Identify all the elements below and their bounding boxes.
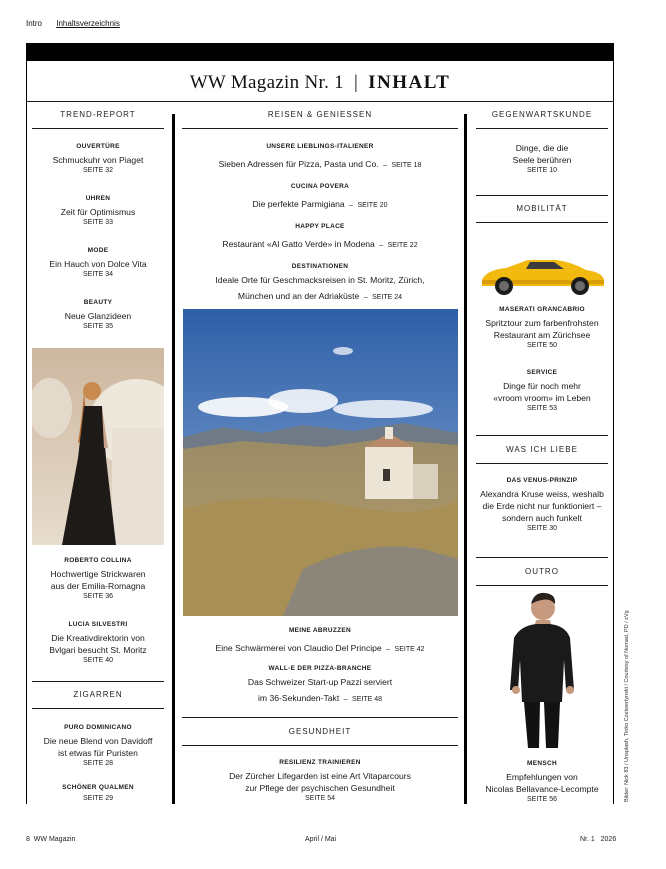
toc-entry[interactable]: SERVICE Dinge für noch mehr «vroom vroom» im Leben SEITE 53 bbox=[493, 369, 591, 412]
middle-heading-rule bbox=[182, 128, 458, 129]
toc-entry[interactable]: LUCIA SILVESTRI Die Kreativdirektorin von Bvlgari besucht St. Moritz SEITE 40 bbox=[49, 621, 147, 664]
toc-entry[interactable]: WALL-E DER PIZZA-BRANCHE Das Schweizer Start-up Pazzi serviert im 36-Sekunden-Takt – SEITE 48 bbox=[247, 665, 393, 703]
nav-toc[interactable]: Inhaltsverzeichnis bbox=[56, 19, 120, 28]
toc-entry[interactable]: MASERATI GRANCABRIO Spritztour zum farbenfrohsten Restaurant am Zürichsee SEITE 50 bbox=[485, 306, 599, 349]
car-image bbox=[476, 250, 608, 298]
footer-page-number: 8 bbox=[26, 836, 30, 843]
photo-credit: Bilder: Nick 83 / Unsplash, Tinko Czetwertynski / Courtesy of Nomad, PD / zVg bbox=[624, 610, 630, 802]
left-section-rule bbox=[32, 681, 164, 682]
toc-entry[interactable]: MODE Ein Hauch von Dolce Vita SEITE 34 bbox=[49, 247, 147, 278]
toc-entry[interactable]: UHREN Zeit für Optimismus SEITE 33 bbox=[60, 195, 136, 226]
right-section-rule bbox=[476, 435, 608, 436]
footer-issue-nr: Nr. 1 bbox=[580, 836, 595, 843]
title-separator: | bbox=[353, 72, 359, 93]
toc-entry[interactable]: CUCINA POVERA Die perfekte Parmigiana – SEITE 20 bbox=[252, 183, 388, 209]
toc-entry[interactable]: OUVERTÜRE Schmuckuhr von Piaget SEITE 32 bbox=[52, 143, 144, 174]
middle-heading-rule bbox=[182, 745, 458, 746]
section-title: INHALT bbox=[368, 72, 451, 93]
toc-entry[interactable]: PURO DOMINICANO Die neue Blend von Davidoff ist etwas für Puristen SEITE 28 bbox=[43, 724, 153, 767]
left-heading-rule bbox=[32, 128, 164, 129]
header-bar bbox=[26, 43, 614, 61]
heading-gesundheit: GESUNDHEIT bbox=[288, 727, 352, 736]
top-nav bbox=[26, 19, 132, 28]
portrait-photo bbox=[500, 590, 584, 748]
toc-entry[interactable]: BEAUTY Neue Glanzideen SEITE 35 bbox=[64, 299, 132, 330]
frame-right-border bbox=[613, 61, 614, 804]
column-separator-right bbox=[464, 114, 467, 804]
heading-zigarren: ZIGARREN bbox=[73, 690, 123, 699]
toc-entry[interactable]: ROBERTO COLLINA Hochwertige Strickwaren aus der Emilia-Romagna SEITE 36 bbox=[50, 557, 146, 600]
toc-entry[interactable]: HAPPY PLACE Restaurant «Al Gatto Verde» in Modena – SEITE 22 bbox=[222, 223, 418, 249]
magazine-title: WW Magazin Nr. 1 bbox=[189, 72, 344, 93]
right-heading-rule bbox=[476, 463, 608, 464]
footer-year: 2026 bbox=[600, 836, 617, 843]
heading-trend-report: TREND-REPORT bbox=[60, 110, 136, 119]
right-section-rule bbox=[476, 195, 608, 196]
toc-entry[interactable]: MENSCH Empfehlungen von Nicolas Bellavance-Lecompte SEITE 56 bbox=[485, 760, 599, 803]
footer-magazine: WW Magazin bbox=[33, 836, 76, 843]
toc-entry[interactable]: Dinge, die die Seele berühren SEITE 10 bbox=[512, 143, 572, 174]
footer-left bbox=[26, 836, 75, 843]
toc-entry[interactable]: MEINE ABRUZZEN Eine Schwärmerei von Claudio Del Principe – SEITE 42 bbox=[215, 627, 425, 653]
middle-section-rule bbox=[182, 717, 458, 718]
heading-mobilitaet: MOBILITÄT bbox=[516, 204, 568, 213]
toc-entry[interactable]: RESILIENZ TRAINIEREN Der Zürcher Lifegarden ist eine Art Vitaparcours zur Pflege der psychischen Gesundheit SEITE 54 bbox=[229, 759, 411, 802]
toc-entry[interactable]: SCHÖNER QUALMEN SEITE 29 bbox=[62, 784, 134, 802]
footer-issue-date: April / Mai bbox=[305, 836, 337, 843]
footer-right bbox=[580, 836, 616, 843]
frame-left-border bbox=[26, 61, 27, 804]
landscape-photo bbox=[183, 309, 458, 616]
toc-entry[interactable]: DAS VENUS-PRINZIP Alexandra Kruse weiss, weshalb die Erde nicht nur funktioniert – sondern auch funkelt SEITE 30 bbox=[480, 477, 604, 532]
title-divider bbox=[26, 101, 614, 102]
column-separator-left bbox=[172, 114, 175, 804]
heading-reisen: REISEN & GENIESSEN bbox=[267, 110, 373, 119]
nav-intro[interactable]: Intro bbox=[26, 19, 43, 28]
fashion-photo bbox=[32, 348, 164, 545]
right-section-rule bbox=[476, 557, 608, 558]
toc-entry[interactable]: DESTINATIONEN Ideale Orte für Geschmacksreisen in St. Moritz, Zürich, München und an der Adriaküste – SEITE 24 bbox=[215, 263, 425, 301]
left-heading-rule bbox=[32, 708, 164, 709]
right-heading-rule bbox=[476, 128, 608, 129]
right-heading-rule bbox=[476, 222, 608, 223]
heading-outro: OUTRO bbox=[525, 567, 559, 576]
right-heading-rule bbox=[476, 585, 608, 586]
page-title bbox=[26, 72, 614, 94]
toc-entry[interactable]: UNSERE LIEBLINGS-ITALIENER Sieben Adressen für Pizza, Pasta und Co. – SEITE 18 bbox=[218, 143, 422, 169]
heading-was-ich-liebe: WAS ICH LIEBE bbox=[506, 445, 578, 454]
heading-gegenwartskunde: GEGENWARTSKUNDE bbox=[491, 110, 593, 119]
